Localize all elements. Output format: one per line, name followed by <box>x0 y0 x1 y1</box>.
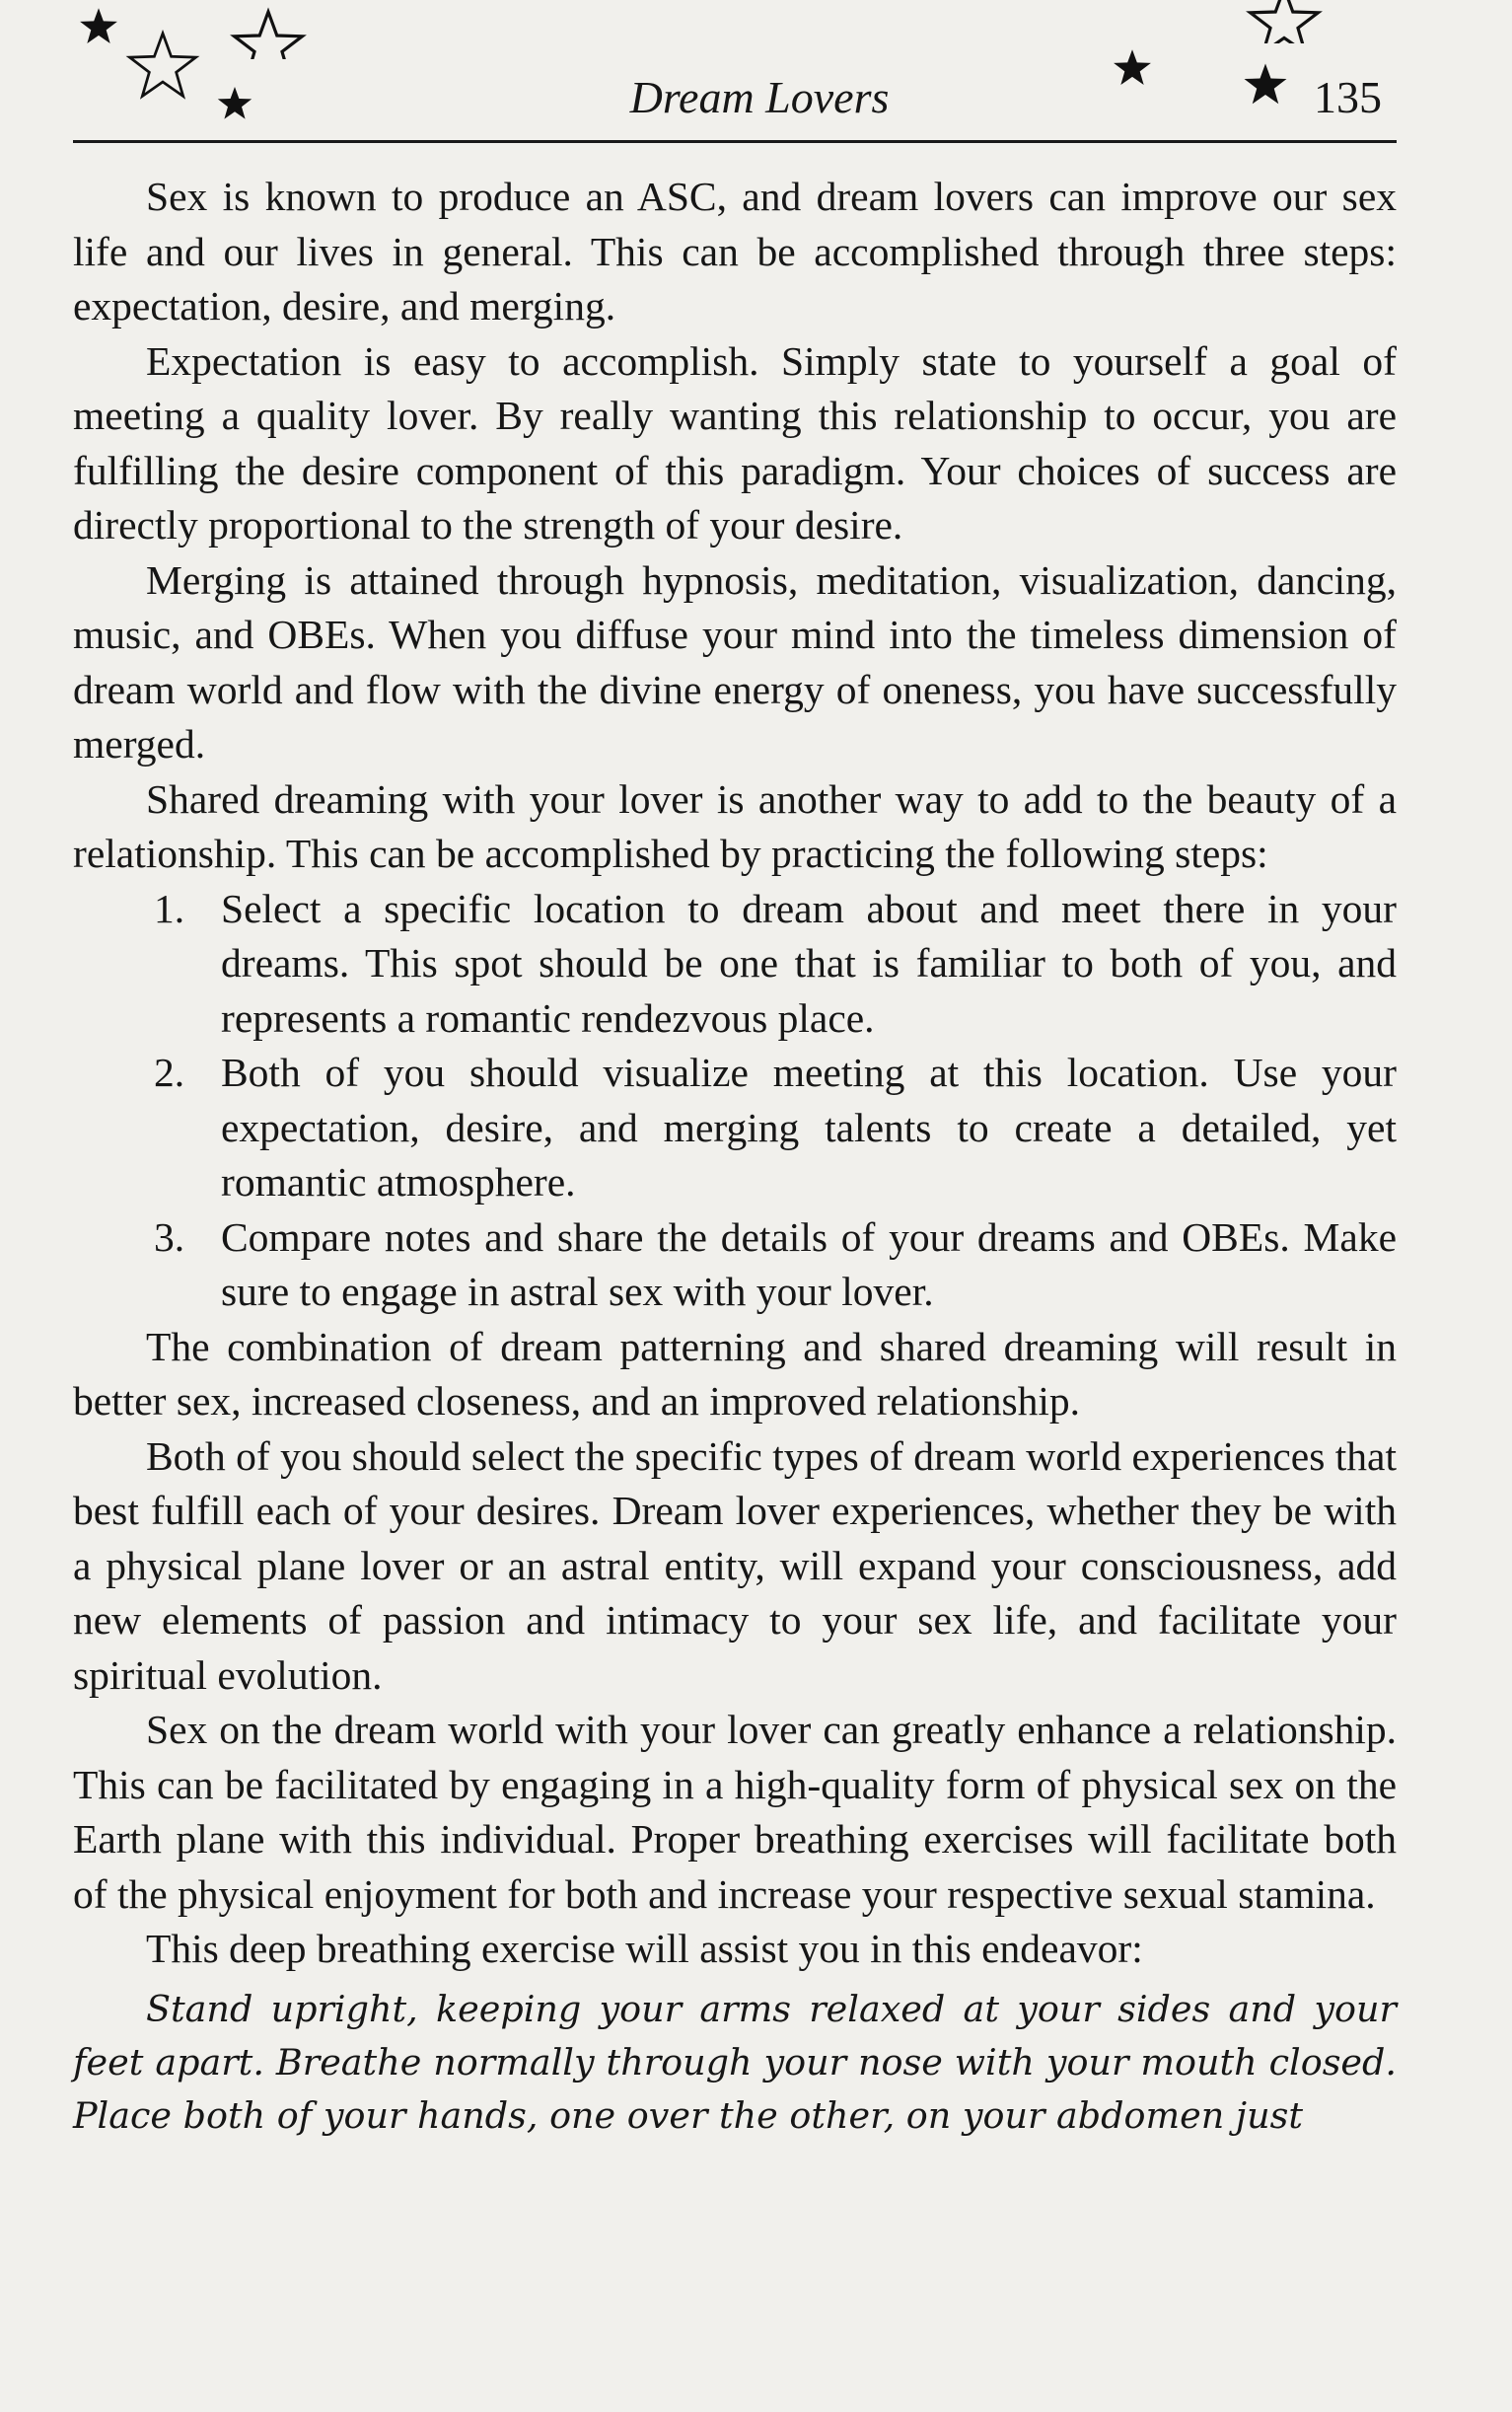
paragraph: Merging is attained through hypnosis, meditation, visualization, dancing, music, and OBEs. When you diffuse your mind into the timeless dimension of dream world and flow with the divine energy of oneness, you have successfully merged. <box>73 556 1397 767</box>
outline-star-icon <box>229 0 308 59</box>
list-item-text: Both of you should visualize meeting at this location. Use your expectation, desire, and merging talents to create a detailed, yet romantic atmosphere. <box>221 1050 1397 1205</box>
steps-list <box>73 882 1397 1320</box>
body-text <box>73 170 1397 2143</box>
list-item <box>73 1046 1397 1210</box>
running-title: Dream Lovers <box>629 72 890 122</box>
filled-star-icon <box>77 6 120 49</box>
list-item-text: Select a specific location to dream about and meet there in your dreams. This spot should be one that is familiar to both of you, and represents a romantic rendezvous place. <box>221 885 1397 1041</box>
filled-star-icon <box>1111 47 1154 91</box>
outline-star-icon <box>1245 0 1324 43</box>
list-item <box>73 1210 1397 1320</box>
paragraph: Sex on the dream world with your lover can greatly enhance a relationship. This can be facilitated by engaging in a high-quality form of physical sex on the Earth plane with this individual. Proper breathing exercises will facilitate both of the physical enjoyment for both and increase your respective sexual stamina. <box>73 1707 1397 1917</box>
paragraph: This deep breathing exercise will assist you in this endeavor: <box>146 1926 1143 1971</box>
list-item-number: 1. <box>154 885 185 931</box>
list-item-number: 3. <box>154 1213 185 1260</box>
exercise-instructions: Stand upright, keeping your arms relaxed at your sides and your feet apart. Breathe normally through your nose with your mouth closed. Place both of your hands, one over the other, on your abdomen just <box>73 1987 1397 2137</box>
outline-star-icon <box>124 30 201 107</box>
paragraph: Expectation is easy to accomplish. Simply state to yourself a goal of meeting a quality lover. By really wanting this relationship to occur, you are fulfilling the desire component of this paradigm. Your choices of success are directly proportional to the strength of your desire. <box>73 337 1397 548</box>
paragraph: Sex is known to produce an ASC, and dream lovers can improve our sex life and our lives in general. This can be accomplished through three steps: expectation, desire, and merging. <box>73 174 1397 329</box>
paragraph: Both of you should select the specific types of dream world experiences that best fulfill each of your desires. Dream lover experiences, whether they be with a physical plane lover or an astral entity, will expand your consciousness, add new elements of passion and intimacy to your sex life, and facilitate your spiritual evolution. <box>73 1432 1397 1698</box>
list-item-number: 2. <box>154 1050 185 1095</box>
list-item-text: Compare notes and share the details of your dreams and OBEs. Make sure to engage in astral sex with your lover. <box>221 1213 1397 1314</box>
filled-star-icon <box>215 85 254 124</box>
list-item <box>73 882 1397 1047</box>
header-rule <box>73 140 1397 143</box>
paragraph: Shared dreaming with your lover is another way to add to the beauty of a relationship. This can be accomplished by practicing the following steps: <box>73 775 1397 876</box>
filled-star-icon <box>1241 61 1290 110</box>
paragraph: The combination of dream patterning and shared dreaming will result in better sex, increased closeness, and an improved relationship. <box>73 1323 1397 1424</box>
page-number: 135 <box>1314 72 1382 122</box>
